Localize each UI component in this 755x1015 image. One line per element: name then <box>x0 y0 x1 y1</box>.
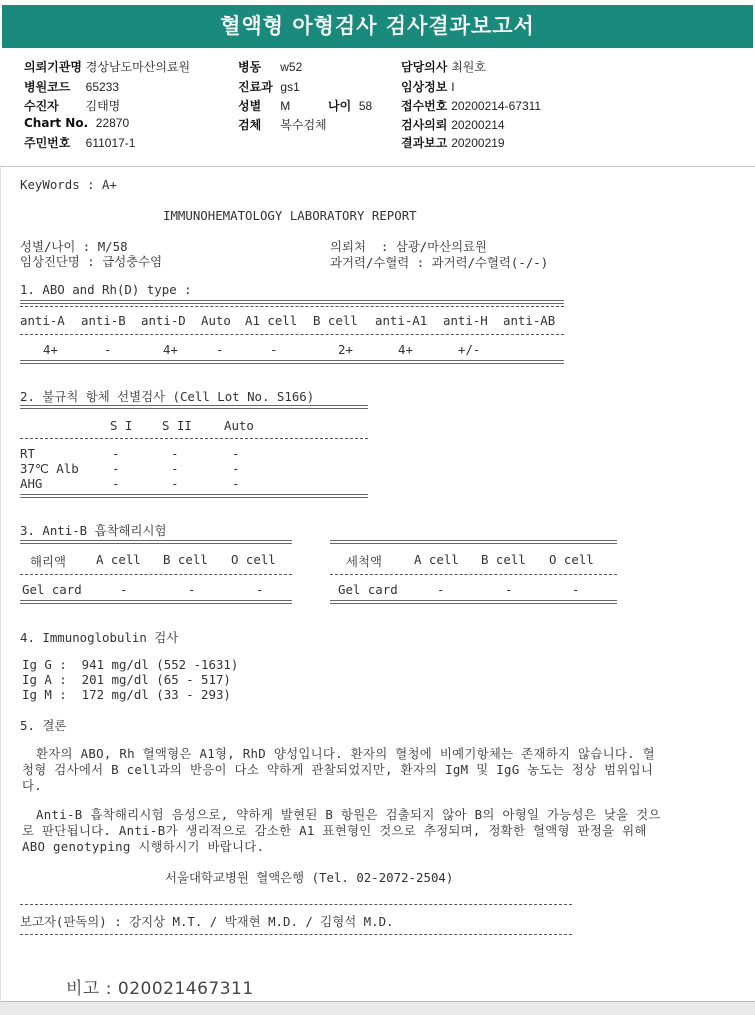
section1-header-3: Auto <box>201 313 231 328</box>
institution-field <box>24 58 190 75</box>
section3-left-rule-bottom <box>20 600 292 604</box>
section3-right-row-b: - <box>505 582 513 597</box>
section3-right-row-name: Gel card <box>338 582 398 597</box>
section2-row-ahg-name: AHG <box>20 476 43 491</box>
reporters-line: 보고자(판독의) : 강지상 M.T. / 박재현 M.D. / 김형석 M.D. <box>20 914 394 929</box>
age-value: 58 <box>358 99 373 113</box>
section1-header-6: anti-A1 <box>375 313 428 328</box>
section2-row-rt-auto: - <box>232 446 240 461</box>
institution-value: 경상남도마산의료원 <box>85 60 191 74</box>
section3-right-rule-top <box>330 540 617 544</box>
section4-title: 4. Immunoglobulin 검사 <box>20 630 179 645</box>
section1-header-0: anti-A <box>20 313 65 328</box>
section1-value-b-cell: 2+ <box>338 342 353 357</box>
section3-left-row-name: Gel card <box>22 582 82 597</box>
section1-header-7: anti-H <box>443 313 488 328</box>
section2-row-alb-s1: - <box>112 461 120 476</box>
section2-row-alb-auto: - <box>232 461 240 476</box>
ig-m-line: Ig M : 172 mg/dl (33 - 293) <box>22 687 231 702</box>
section3-right-header-1: A cell <box>414 552 459 567</box>
section3-right-header-0: 세척액 <box>346 554 382 569</box>
section3-left-rule-top <box>20 540 292 544</box>
institution-label: 의뢰기관명 <box>24 60 82 74</box>
chart-no-value: 22870 <box>95 116 130 130</box>
request-date-field <box>401 116 505 133</box>
section3-right-row-o: - <box>572 582 580 597</box>
doctor-field <box>401 58 486 75</box>
section1-value-anti-d: 4+ <box>163 342 178 357</box>
section2-row-alb-name: 37℃ Alb <box>20 461 79 476</box>
sex-age-line: 성별/나이 : M/58 <box>20 239 128 254</box>
report-heading: IMMUNOHEMATOLOGY LABORATORY REPORT <box>163 208 417 223</box>
section3-left-row-b: - <box>188 582 196 597</box>
section2-rule-bottom <box>20 494 368 498</box>
report-date-label: 결과보고 <box>401 136 448 150</box>
request-date-value: 20200214 <box>451 118 505 132</box>
resident-no-value: 611017-1 <box>85 136 136 150</box>
ward-field <box>238 58 302 75</box>
hospital-code-value: 65233 <box>85 80 120 94</box>
section3-left-header-3: O cell <box>231 552 276 567</box>
section1-value-anti-a1: 4+ <box>398 342 413 357</box>
dept-field <box>238 78 300 95</box>
specimen-field <box>238 116 327 133</box>
requester-line: 의뢰처 : 삼광/마산의료원 <box>330 239 487 254</box>
section1-title: 1. ABO and Rh(D) type : <box>20 282 192 297</box>
section1-value-anti-h: +/- <box>458 342 481 357</box>
chart-no-label: Chart No. <box>24 116 89 130</box>
conclusion-paragraph-2: Anti-B 흡착해리시험 음성으로, 약하게 발현된 B 항원은 검출되지 않아 B의 아형일 가능성은 낮을 것으로 판단됩니다. Anti-B가 생리적으로 감소한 A1 표현형인 것으로 추정되며, 정확한 혈액형 판정을 위해 ABO genotyping 시행하시기 바랍니다. <box>22 807 661 854</box>
receipt-no-value: 20200214-67311 <box>451 99 542 113</box>
section3-left-rule-mid <box>20 574 292 575</box>
ig-a-line: Ig A : 201 mg/dl (65 - 517) <box>22 672 231 687</box>
section2-row-rt-s1: - <box>112 446 120 461</box>
section3-title: 3. Anti-B 흡착해리시험 <box>20 523 167 538</box>
section1-header-8: anti-AB <box>503 313 556 328</box>
section1-rule-bottom <box>20 360 564 364</box>
section2-row-alb-s2: - <box>171 461 179 476</box>
section2-row-ahg-s1: - <box>112 476 120 491</box>
section2-title: 2. 불규칙 항체 선별검사 (Cell Lot No. S166) <box>20 389 315 404</box>
section5-title: 5. 결론 <box>20 718 67 733</box>
remark-note: 비고 : 020021467311 <box>66 979 254 999</box>
collector-field <box>24 97 120 114</box>
specimen-value: 복수검체 <box>280 118 327 132</box>
diagnosis-line: 임상진단명 : 급성충수염 <box>20 254 163 269</box>
collector-label: 수진자 <box>24 99 59 113</box>
conclusion-paragraph-1: 환자의 ABO, Rh 혈액형은 A1형, RhD 양성입니다. 환자의 혈청에 비예기항체는 존재하지 않습니다. 혈청형 검사에서 B cell과의 반응이 다소 약하게 관찰되었지만, 환자의 IgM 및 IgG 농도는 정상 범위입니다. <box>22 746 655 793</box>
chart-no-field <box>24 116 129 130</box>
section3-left-header-1: A cell <box>96 552 141 567</box>
section3-right-header-3: O cell <box>549 552 594 567</box>
section3-right-header-2: B cell <box>481 552 526 567</box>
section1-header-2: anti-D <box>141 313 186 328</box>
section2-row-ahg-s2: - <box>171 476 179 491</box>
clinical-info-field <box>401 78 455 95</box>
section3-right-rule-bottom <box>330 600 617 604</box>
doctor-label: 담당의사 <box>401 60 448 74</box>
section2-row-rt-name: RT <box>20 446 35 461</box>
sex-label: 성별 <box>238 99 262 113</box>
section2-rule-top <box>20 405 368 409</box>
hospital-code-label: 병원코드 <box>24 80 71 94</box>
section3-left-header-2: B cell <box>163 552 208 567</box>
age-label: 나이 <box>328 99 352 113</box>
section2-header-auto: Auto <box>224 418 254 433</box>
ig-g-line: Ig G : 941 mg/dl (552 -1631) <box>22 657 239 672</box>
history-line: 과거력/수혈력 : 과거력/수혈력(-/-) <box>330 255 549 270</box>
section1-rule-top <box>20 300 564 304</box>
clinical-info-label: 임상정보 <box>401 80 448 94</box>
age-field <box>328 97 372 114</box>
resident-no-label: 주민번호 <box>24 136 71 150</box>
section2-header-s2: S II <box>162 418 192 433</box>
signature-rule-bottom <box>20 934 572 935</box>
signature-rule-top <box>20 904 572 905</box>
resident-no-field <box>24 134 135 151</box>
section3-left-row-o: - <box>256 582 264 597</box>
section3-left-header-0: 해리액 <box>30 554 66 569</box>
section2-row-rt-s2: - <box>171 446 179 461</box>
section1-header-4: A1 cell <box>245 313 298 328</box>
section1-rule-dash <box>20 306 564 307</box>
section1-value-a1-cell: - <box>270 342 278 357</box>
ward-value: w52 <box>280 60 303 74</box>
footer-band <box>0 1002 755 1015</box>
request-date-label: 검사의뢰 <box>401 118 448 132</box>
section3-left-row-a: - <box>120 582 128 597</box>
section1-value-anti-b: - <box>104 342 112 357</box>
report-date-field <box>401 134 505 151</box>
dept-value: gs1 <box>280 80 300 94</box>
report-date-value: 20200219 <box>451 136 505 150</box>
sex-value: M <box>280 99 291 113</box>
receipt-no-field <box>401 97 541 114</box>
clinical-info-value: I <box>451 80 455 94</box>
section1-value-auto: - <box>216 342 224 357</box>
section2-row-ahg-auto: - <box>232 476 240 491</box>
section1-header-5: B cell <box>313 313 358 328</box>
ward-label: 병동 <box>238 60 262 74</box>
section1-rule-mid <box>20 334 564 335</box>
hospital-code-field <box>24 78 119 95</box>
receipt-no-label: 접수번호 <box>401 99 448 113</box>
doctor-value: 최원호 <box>451 60 486 74</box>
section2-rule-mid <box>20 438 368 439</box>
section1-header-1: anti-B <box>81 313 126 328</box>
collector-value: 김태명 <box>85 99 121 113</box>
dept-label: 진료과 <box>238 80 273 94</box>
section1-value-anti-a: 4+ <box>43 342 58 357</box>
specimen-label: 검체 <box>238 118 262 132</box>
keywords: KeyWords : A+ <box>20 177 117 192</box>
lab-contact: 서울대학교병원 혈액은행 (Tel. 02-2072-2504) <box>165 870 454 885</box>
sex-field <box>238 97 290 114</box>
section3-right-rule-mid <box>330 574 617 575</box>
section2-header-s1: S I <box>110 418 133 433</box>
section3-right-row-a: - <box>437 582 445 597</box>
report-title: 혈액형 아형검사 검사결과보고서 <box>2 5 753 48</box>
